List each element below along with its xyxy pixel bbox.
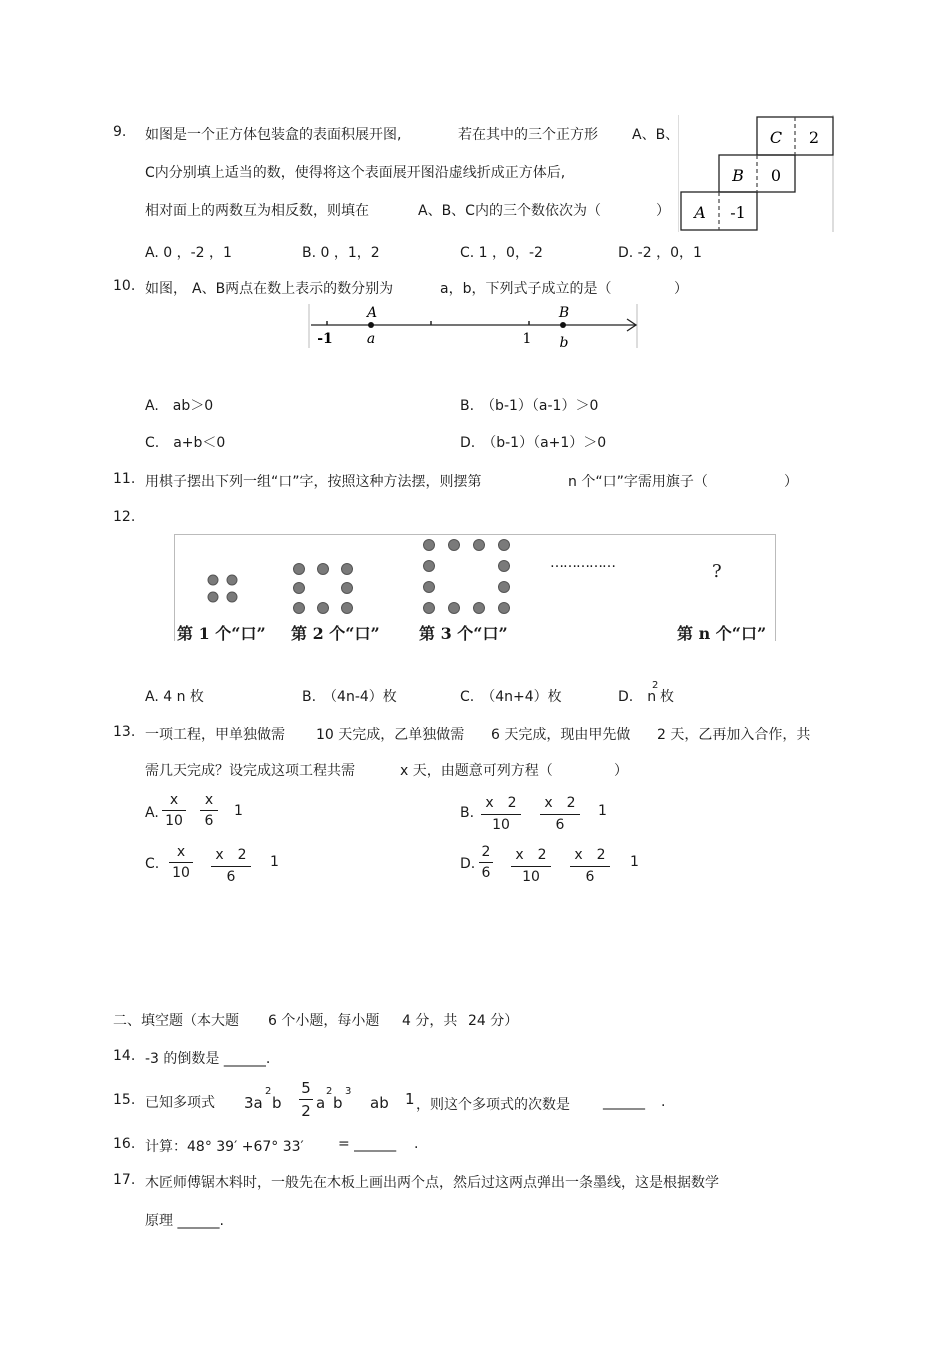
q13-c-fraction-2 [211, 844, 251, 885]
cell-a: A [694, 203, 706, 222]
q15-term1-b: b [272, 1094, 282, 1112]
q15-tail: ，则这个多项式的次数是 [416, 1097, 570, 1113]
label-a-lower: a [366, 331, 376, 347]
dot [294, 603, 305, 614]
denominator: 10 [172, 865, 190, 881]
numerator: x [169, 792, 179, 808]
numerator: x [204, 792, 214, 808]
fraction-bar [169, 862, 193, 863]
q13-a-rhs: 1 [234, 803, 243, 819]
cell-b: B [732, 166, 744, 185]
numerator: 2 [481, 844, 491, 860]
q9-option-c: C. 1 ，0，-2 [460, 245, 543, 261]
fraction-bar [570, 866, 610, 867]
dot [499, 561, 510, 572]
q13-d-rhs: 1 [630, 854, 639, 870]
q10-option-c: C. a+b＜0 [145, 435, 226, 451]
fraction-bar [211, 866, 251, 867]
q13-text-2a: 需几天完成？设完成这项工程共需 [145, 763, 355, 779]
fraction-bar [511, 866, 551, 867]
dot [499, 603, 510, 614]
q17-text-1: 木匠师傅锯木料时，一般先在木板上画出两个点，然后过这两点弹出一条墨线，这是根据数学 [145, 1175, 719, 1191]
q13-text-1a: 一项工程，甲单独做需 [145, 727, 285, 743]
denominator: 2 [301, 1102, 311, 1120]
q15-term1: 3a [244, 1094, 263, 1112]
q9-text-1b: 若在其中的三个正方形 [458, 127, 598, 143]
label-a-upper: A [366, 305, 378, 321]
q15-term3: ab [370, 1094, 389, 1112]
label-b-upper: B [558, 305, 570, 321]
q13-text-1b: 10 天完成，乙单独做需 [316, 727, 465, 743]
q9-text-2: C内分别填上适当的数，使得将这个表面展开图沿虚线折成正方体后, [145, 165, 566, 181]
number-line-figure [305, 302, 641, 352]
dot [499, 582, 510, 593]
denominator: 6 [204, 813, 214, 829]
dot [424, 582, 435, 593]
q13-b-fraction-2 [540, 792, 580, 833]
numerator: x 2 [515, 847, 547, 863]
q15-number: 15. [113, 1092, 136, 1108]
cell-neg1: -1 [730, 203, 746, 222]
point-a [368, 322, 374, 328]
fraction-bar [200, 810, 218, 811]
fraction-bar [162, 810, 186, 811]
dot [499, 540, 510, 551]
denominator: 6 [555, 817, 565, 833]
numerator: 5 [301, 1079, 311, 1097]
q14-text: -3 的倒数是 ______. [145, 1051, 271, 1067]
q17-text-2: 原理 ______. [145, 1213, 224, 1229]
section2-heading-b: 6 个小题，每小题 [268, 1013, 380, 1029]
cell-c: C [769, 128, 783, 147]
dot [342, 603, 353, 614]
q12-number: 12. [113, 509, 136, 525]
q16-end: . [414, 1136, 419, 1152]
q13-c-fraction-1 [169, 844, 193, 881]
q12-option-b: B. （4n-4）枚 [302, 689, 397, 705]
q11-text-c: ） [784, 474, 798, 490]
dot [208, 575, 218, 585]
q9-number: 9. [113, 124, 127, 140]
q10-text-d: ） [674, 281, 688, 297]
q9-text-1a: 如图是一个正方体包装盒的表面积展开图, [145, 127, 402, 143]
q10-option-a: A. ab＞0 [145, 398, 214, 414]
q15-term2: a [316, 1094, 326, 1112]
q13-option-b-label: B. [460, 805, 475, 821]
point-b [560, 322, 566, 328]
denominator: 6 [226, 869, 236, 885]
q16-number: 16. [113, 1136, 136, 1152]
numerator: x 2 [485, 795, 517, 811]
q15-fraction [299, 1079, 313, 1120]
dot [342, 583, 353, 594]
q15-term2-b: b [333, 1094, 343, 1112]
q9-text-3a: 相对面上的两数互为相反数，则填在 [145, 203, 369, 219]
q10-option-b: B. （b-1）（a-1）＞0 [460, 398, 599, 414]
q15-term4: 1 [405, 1090, 415, 1108]
numerator: x [176, 844, 186, 860]
section2-heading-c: 4 分，共 [402, 1013, 458, 1029]
q15-end: . [661, 1094, 666, 1110]
dot [227, 592, 237, 602]
q12-option-d-unit: 枚 [660, 689, 674, 705]
q16-text: 计算：48° 39′ +67° 33′ [145, 1139, 304, 1155]
q13-b-fraction-1 [481, 792, 521, 833]
q13-d-fraction-0 [479, 844, 493, 881]
q13-option-d-label: D. [460, 856, 476, 872]
q10-text-a: 如图， [145, 281, 187, 297]
fraction-bar [299, 1099, 313, 1100]
q17-number: 17. [113, 1172, 136, 1188]
label-neg1: -1 [317, 331, 333, 347]
dot [449, 603, 460, 614]
net-top-row [757, 117, 833, 155]
dot [318, 603, 329, 614]
q12-option-c: C. （4n+4）枚 [460, 689, 562, 705]
q9-option-d: D. -2 ，0，1 [618, 245, 702, 261]
q13-option-c-label: C. [145, 856, 160, 872]
label-b-lower: b [559, 335, 569, 351]
dot [294, 583, 305, 594]
dot [449, 540, 460, 551]
dot [424, 603, 435, 614]
fraction-bar [481, 814, 521, 815]
label-1: 1 [522, 331, 532, 347]
q13-d-fraction-2 [570, 844, 610, 885]
q15-term2-exp: 2 [326, 1086, 333, 1097]
q15-term1-exp: 2 [265, 1086, 272, 1097]
dot [474, 603, 485, 614]
q12-option-d-sup: 2 [652, 680, 659, 691]
q13-d-fraction-1 [511, 844, 551, 885]
caption-n: 第 n 个“口” [677, 624, 767, 643]
dot [424, 540, 435, 551]
denominator: 10 [492, 817, 510, 833]
q10-text-b: A、B两点在数上表示的数分别为 [192, 281, 394, 297]
q10-number: 10. [113, 278, 136, 294]
q9-option-a: A. 0 ，-2 ，1 [145, 245, 232, 261]
q13-text-2b: x 天，由题意可列方程（ [400, 763, 553, 779]
chess-pattern-figure [174, 534, 776, 641]
dot [474, 540, 485, 551]
q11-number: 11. [113, 471, 136, 487]
q13-text-1d: 2 天，乙再加入合作，共 [657, 727, 811, 743]
dot [227, 575, 237, 585]
q12-option-d: D. n [618, 689, 657, 705]
q13-text-1c: 6 天完成，现由甲先做 [491, 727, 631, 743]
q10-text-c: a，b，下列式子成立的是（ [440, 281, 612, 297]
denominator: 10 [522, 869, 540, 885]
dot [318, 564, 329, 575]
fraction-bar [479, 862, 493, 863]
q13-c-rhs: 1 [270, 854, 279, 870]
cube-net-figure [678, 114, 836, 234]
denominator: 6 [481, 865, 491, 881]
numerator: x 2 [544, 795, 576, 811]
q13-a-fraction-2 [200, 792, 218, 829]
section2-heading-a: 二、填空题（本大题 [113, 1013, 239, 1029]
cell-0: 0 [770, 166, 782, 185]
question-mark: ? [712, 561, 722, 582]
q12-option-a: A. 4 n 枚 [145, 689, 204, 705]
q13-text-2c: ） [614, 763, 628, 779]
q15-blank[interactable]: ______ [603, 1094, 645, 1110]
caption-1: 第 1 个“口” [177, 624, 266, 643]
q16-answer-blank[interactable]: = ______ [338, 1136, 397, 1152]
q9-text-1c: A、B、 [632, 127, 680, 143]
denominator: 10 [165, 813, 183, 829]
caption-2: 第 2 个“口” [291, 624, 380, 643]
fraction-bar [540, 814, 580, 815]
q14-number: 14. [113, 1048, 136, 1064]
caption-3: 第 3 个“口” [419, 624, 508, 643]
ellipsis-dots: …………… [550, 555, 615, 571]
q11-text-a: 用棋子摆出下列一组“口”字，按照这种方法摆，则摆第 [145, 474, 482, 490]
q9-text-3c: ） [656, 203, 670, 219]
section2-heading-d: 24 分） [468, 1013, 519, 1029]
numerator: x 2 [215, 847, 247, 863]
dot [424, 561, 435, 572]
q15-term2-exp2: 3 [345, 1086, 352, 1097]
q13-option-a-label: A. [145, 805, 159, 821]
numerator: x 2 [574, 847, 606, 863]
q15-lead: 已知多项式 [145, 1095, 215, 1111]
cell-2: 2 [808, 128, 820, 147]
q10-option-d: D. （b-1）（a+1）＞0 [460, 435, 607, 451]
q11-text-b: n 个“口”字需用旗子（ [568, 474, 708, 490]
dot [208, 592, 218, 602]
q13-a-fraction-1 [162, 792, 186, 829]
q13-b-rhs: 1 [598, 803, 607, 819]
q9-option-b: B. 0 ，1，2 [302, 245, 380, 261]
q9-text-3b: A、B、C内的三个数依次为（ [418, 203, 601, 219]
dot [342, 564, 353, 575]
denominator: 6 [585, 869, 595, 885]
q13-number: 13. [113, 724, 136, 740]
dot [294, 564, 305, 575]
